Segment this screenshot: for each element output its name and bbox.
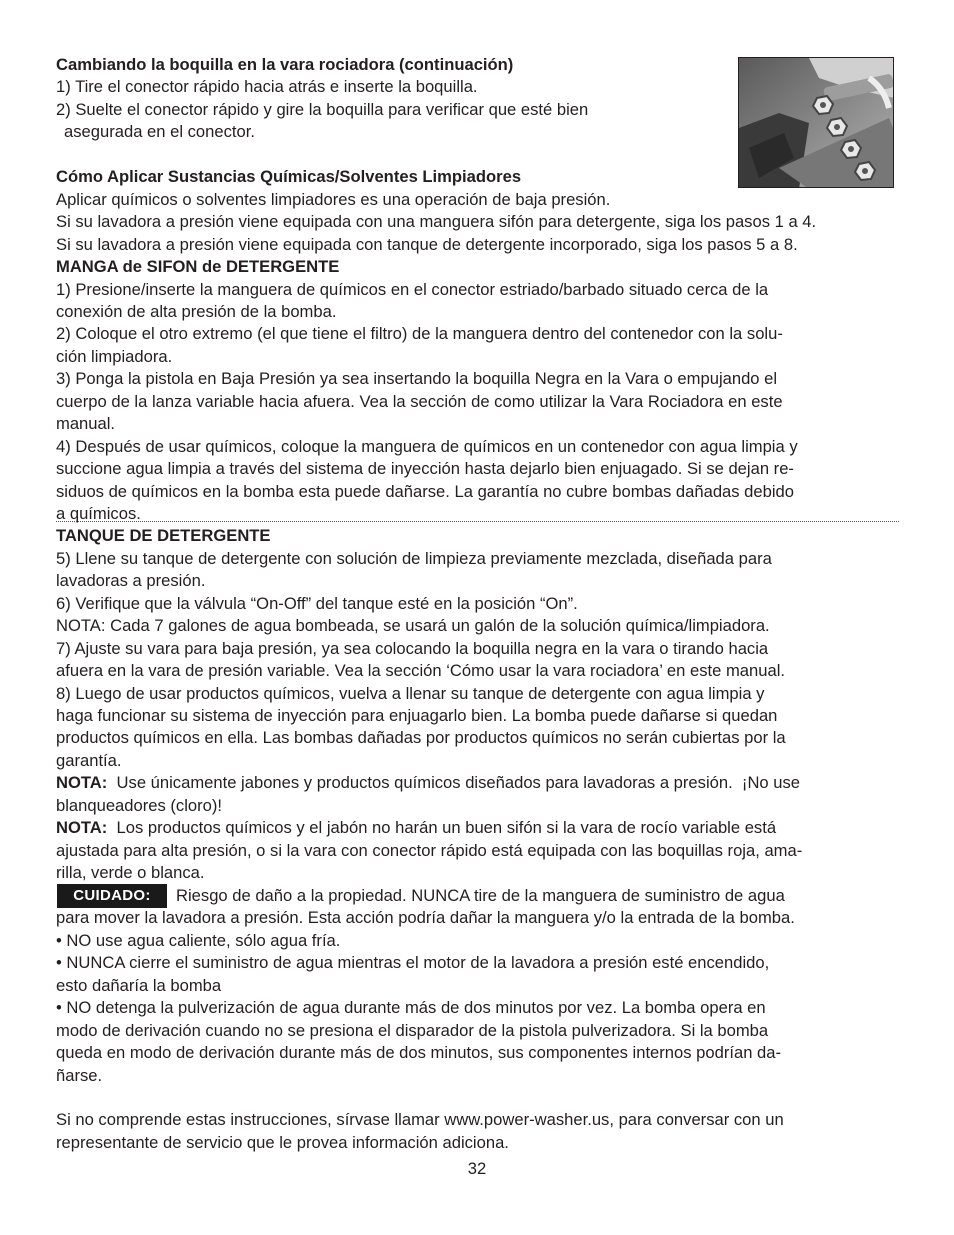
section-heading-chemicals: Cómo Aplicar Sustancias Químicas/Solventes Limpiadores [56, 167, 522, 186]
body-line: Si su lavadora a presión viene equipada con tanque de detergente incorporado, siga los pasos 5 a 8. [56, 235, 798, 254]
body-line: ajustada para alta presión, o si la vara con conector rápido está equipada con las boquillas roja, ama- [56, 841, 803, 860]
body-line: Aplicar químicos o solventes limpiadores es una operación de baja presión. [56, 190, 611, 209]
body-line: haga funcionar su sistema de inyección para enjuagarlo bien. La bomba puede dañarse si quedan [56, 706, 778, 725]
closing-line: representante de servicio que le provea información adiciona. [56, 1133, 509, 1152]
body-line: productos químicos en ella. Las bombas dañadas por productos químicos no serán cubiertas por la [56, 728, 786, 747]
bullet-item: • NO use agua caliente, sólo agua fría. [56, 931, 341, 950]
note-text: Use únicamente jabones y productos químicos diseñados para lavadoras a presión. ¡No use [107, 773, 801, 792]
body-line: lavadoras a presión. [56, 571, 206, 590]
body-line: cuerpo de la lanza variable hacia afuera. Vea la sección de como utilizar la Vara Rociadora en este [56, 392, 783, 411]
caution-text: para mover la lavadora a presión. Esta acción podría dañar la manguera y/o la entrada de la bomba. [56, 908, 795, 927]
note-1 [56, 772, 800, 794]
bullet-item: modo de derivación cuando no se presiona el disparador de la pistola pulverizadora. Si la bomba [56, 1021, 769, 1040]
body-line: 5) Llene su tanque de detergente con solución de limpieza previamente mezclada, diseñada para [56, 549, 772, 568]
step-line: 2) Suelte el conector rápido y gire la boquilla para verificar que esté bien [56, 100, 589, 119]
body-line: 2) Coloque el otro extremo (el que tiene el filtro) de la manguera dentro del contenedor con la solu- [56, 324, 783, 343]
bullet-item: esto dañaría la bomba [56, 976, 222, 995]
body-line: NOTA: Cada 7 galones de agua bombeada, se usará un galón de la solución química/limpiadora. [56, 616, 770, 635]
section-heading-tank: TANQUE DE DETERGENTE [56, 526, 271, 545]
bullet-item: queda en modo de derivación durante más de dos minutos, sus componentes internos podrían da- [56, 1043, 782, 1062]
body-line: 7) Ajuste su vara para baja presión, ya sea colocando la boquilla negra en la vara o tirando hacia [56, 639, 769, 658]
body-line: 4) Después de usar químicos, coloque la manguera de químicos en un contenedor con agua limpia y [56, 437, 798, 456]
caution-text: Riesgo de daño a la propiedad. NUNCA tire de la manguera de suministro de agua [176, 886, 785, 905]
step-line: 1) Tire el conector rápido hacia atrás e inserte la boquilla. [56, 77, 478, 96]
body-line: siduos de químicos en la bomba esta puede dañarse. La garantía no cubre bombas dañadas debido [56, 482, 795, 501]
nozzle-photo-illustration [739, 58, 894, 188]
bullet-item: ñarse. [56, 1066, 103, 1085]
closing-line: Si no comprende estas instrucciones, sírvase llamar www.power-washer.us, para conversar con un [56, 1110, 784, 1129]
section-heading-siphon: MANGA de SIFON de DETERGENTE [56, 257, 340, 276]
body-line: afuera en la vara de presión variable. Vea la sección ‘Cómo usar la vara rociadora’ en este manual. [56, 661, 785, 680]
step-line: asegurada en el conector. [64, 122, 255, 141]
bullet-item: • NO detenga la pulverización de agua durante más de dos minutos por vez. La bomba opera en [56, 998, 766, 1017]
section-heading-nozzle-change: Cambiando la boquilla en la vara rociadora (continuación) [56, 55, 514, 74]
body-line: rilla, verde o blanca. [56, 863, 205, 882]
note-2 [56, 817, 776, 839]
body-line: 8) Luego de usar productos químicos, vuelva a llenar su tanque de detergente con agua limpia y [56, 684, 765, 703]
body-line: garantía. [56, 751, 122, 770]
body-line: 6) Verifique que la válvula “On-Off” del tanque esté en la posición “On”. [56, 594, 578, 613]
section-divider [56, 521, 899, 522]
note-text: Los productos químicos y el jabón no harán un buen sifón si la vara de rocío variable está [107, 818, 777, 837]
body-line: succione agua limpia a través del sistema de inyección hasta dejarlo bien enjuagado. Si se dejan re- [56, 459, 794, 478]
body-line: blanqueadores (cloro)! [56, 796, 223, 815]
body-line: manual. [56, 414, 116, 433]
note-label: NOTA: [56, 773, 108, 792]
body-line: ción limpiadora. [56, 347, 173, 366]
body-line: Si su lavadora a presión viene equipada con una manguera sifón para detergente, siga los pasos 1 a 4. [56, 212, 817, 231]
body-line: 1) Presione/inserte la manguera de químicos en el conector estriado/barbado situado cerca de la [56, 280, 769, 299]
body-line: 3) Ponga la pistola en Baja Presión ya sea insertando la boquilla Negra en la Vara o empujando el [56, 369, 778, 388]
body-line: a químicos. [56, 504, 141, 523]
page-number: 32 [467, 1159, 487, 1178]
bullet-item: • NUNCA cierre el suministro de agua mientras el motor de la lavadora a presión esté encendido, [56, 953, 770, 972]
body-line: conexión de alta presión de la bomba. [56, 302, 337, 321]
caution-badge: CUIDADO: [57, 884, 167, 908]
nozzle-photo [738, 57, 894, 188]
note-label: NOTA: [56, 818, 108, 837]
